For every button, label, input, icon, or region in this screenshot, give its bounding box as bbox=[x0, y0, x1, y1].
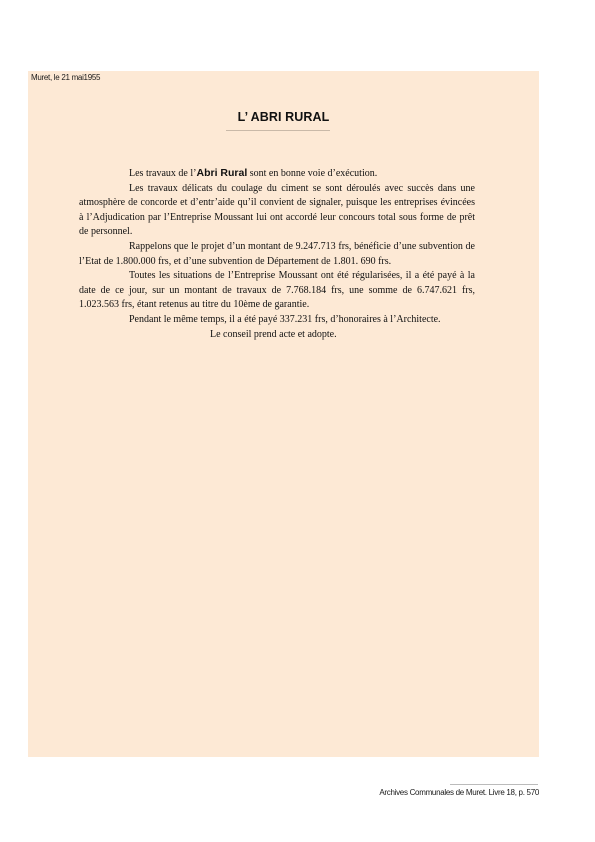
document-panel bbox=[28, 71, 539, 757]
footer-source: Archives Communales de Muret. Livre 18, p. 570 bbox=[379, 788, 539, 797]
paragraph-2: Les travaux délicats du coulage du ciment se sont déroulés avec succès dans une atmosphère de concorde et d’entr’aide qu’il convient de signaler, puisque les entreprises évincées à l’Adjudication par l’Entreprise Moussant lui ont accordé leur concours total sous forme de prêt de personnel. bbox=[79, 182, 475, 238]
paragraph-1 bbox=[79, 166, 475, 182]
paragraph-5: Pendant le même temps, il a été payé 337.231 frs, d’honoraires à l’Architecte. bbox=[129, 313, 441, 325]
paragraph-4: Toutes les situations de l’Entreprise Moussant ont été régularisées, il a été payé à la date de ce jour, sur un montant de travaux de 7.768.184 frs, une somme de 6.747.621 frs, 1.023.563 frs, étant retenus au titre du 10ème de garantie. bbox=[79, 270, 475, 311]
paragraph-1-after: sont en bonne voie d’exécution. bbox=[247, 168, 378, 179]
document-title: L’ ABRI RURAL bbox=[237, 110, 330, 124]
title-underline bbox=[226, 130, 330, 131]
footer-rule bbox=[450, 784, 538, 785]
document-body bbox=[79, 166, 475, 342]
closing-statement: Le conseil prend acte et adopte. bbox=[210, 328, 337, 340]
paragraph-1-bold: Abri Rural bbox=[196, 167, 248, 179]
paragraph-1-before: Les travaux de l’ bbox=[129, 168, 197, 179]
date-line: Muret, le 21 mai1955 bbox=[31, 73, 101, 82]
paragraph-3: Rappelons que le projet d’un montant de 9.247.713 frs, bénéficie d’une subvention de l’Etat de 1.800.000 frs, et d’une subvention de Département de 1.801. 690 frs. bbox=[79, 240, 475, 267]
